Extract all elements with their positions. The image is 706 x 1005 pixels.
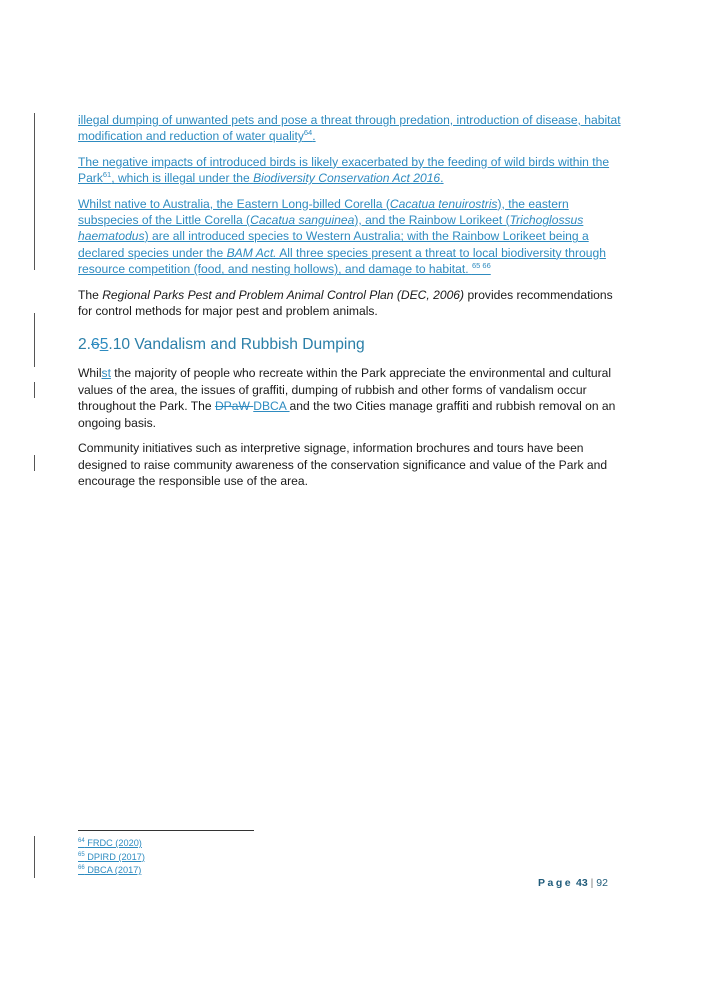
footnote-66[interactable] [78, 864, 378, 878]
p2-text-b: , which is illegal under the [111, 171, 254, 186]
p5-text-c: and the two Cities manage graffiti and rubbish removal on an ongoing basis. [78, 399, 616, 430]
footnote-65[interactable] [78, 851, 378, 865]
page-current: 43 [576, 877, 588, 889]
species-name: Cacatua tenuirostris [389, 196, 498, 211]
heading-number-a: 2. [78, 336, 92, 354]
paragraph-community: Community initiatives such as interpretive signage, information brochures and tours have been designed to raise community awareness of the conservation significance and value of the Park and encourage the responsible use of the area. [78, 441, 608, 488]
footnote-text: DPIRD (2017) [84, 851, 145, 862]
paragraph-control-plan [78, 287, 630, 320]
footnote-text: DBCA (2017) [84, 865, 142, 876]
footnote-64[interactable] [78, 837, 378, 851]
p4-text-a: The [78, 287, 103, 302]
heading-text: .10 Vandalism and Rubbish Dumping [108, 336, 365, 354]
paragraph-introduced-birds [78, 154, 630, 187]
page-label: Page [538, 877, 574, 889]
act-title: BAM Act. [226, 245, 277, 260]
page-number [538, 877, 608, 889]
p3-text-e: All three species present a threat to local biodiversity through resource competition (food, and nesting hollows), and damage to habitat. [78, 245, 606, 277]
footnote-ref-64[interactable]: 64 [303, 128, 313, 138]
p3-text-c: ), and the Rainbow Lorikeet ( [354, 213, 510, 228]
p1-end: . [312, 129, 316, 144]
p3-text-a: Whilst native to Australia, the Eastern Long-billed Corella ( [78, 196, 390, 211]
page-total: 92 [596, 877, 608, 889]
p3-text-b: ), the eastern subspecies of the Little Corella ( [78, 196, 569, 228]
paragraph-vandalism [78, 365, 630, 431]
p5-text-a: Whil [78, 366, 102, 381]
paragraph-pest-dumping [78, 112, 630, 145]
change-bar [34, 313, 35, 367]
footnote-text: FRDC (2020) [84, 838, 142, 848]
p5-text-b: the majority of people who recreate within the Park appreciate the environmental and cultural values of the area, the issues of graffiti, dumping of rubbish and other forms of vandalism occur throughout the Park. The [78, 366, 612, 414]
footnote-ref-65-66[interactable]: 65 66 [471, 261, 491, 271]
heading-inserted-digit: 5 [99, 336, 109, 354]
species-name: Trichoglossus haematodus [78, 213, 584, 244]
footnote-number: 64 [78, 837, 85, 844]
change-bar [34, 455, 35, 471]
p2-end: . [440, 171, 444, 186]
page-separator: | [587, 877, 597, 889]
inserted-text: st [101, 366, 111, 381]
p3-text-d: ) are all introduced species to Western Australia; with the Rainbow Lorikeet being a declared species under the [78, 229, 589, 260]
body-content [78, 112, 630, 498]
footnote-number: 66 [78, 865, 85, 872]
change-bar [34, 836, 35, 878]
change-bar [34, 382, 35, 398]
heading-deleted-digit: 6 [91, 336, 100, 354]
act-title: Biodiversity Conservation Act 2016 [253, 171, 441, 186]
deleted-text: DPaW [214, 399, 254, 414]
footnote-number: 65 [78, 851, 85, 858]
species-name: Cacatua sanguinea [250, 213, 355, 228]
footnotes [78, 837, 378, 878]
p2-text-a: The negative impacts of introduced birds is likely exacerbated by the feeding of wild birds within the Park [78, 154, 610, 186]
p1-text: illegal dumping of unwanted pets and pose a threat through predation, introduction of disease, habitat modification and reduction of water quality [78, 113, 621, 144]
section-heading [78, 335, 630, 355]
paragraph-native-species [78, 196, 630, 278]
footnote-ref-61[interactable]: 61 [102, 170, 112, 180]
p4-text-b: provides recommendations for control methods for major pest and problem animals. [78, 287, 613, 319]
change-bar [34, 113, 35, 270]
inserted-text: DBCA [253, 399, 290, 414]
plan-title: Regional Parks Pest and Problem Animal Control Plan (DEC, 2006) [102, 287, 465, 302]
footnote-separator [78, 830, 254, 831]
